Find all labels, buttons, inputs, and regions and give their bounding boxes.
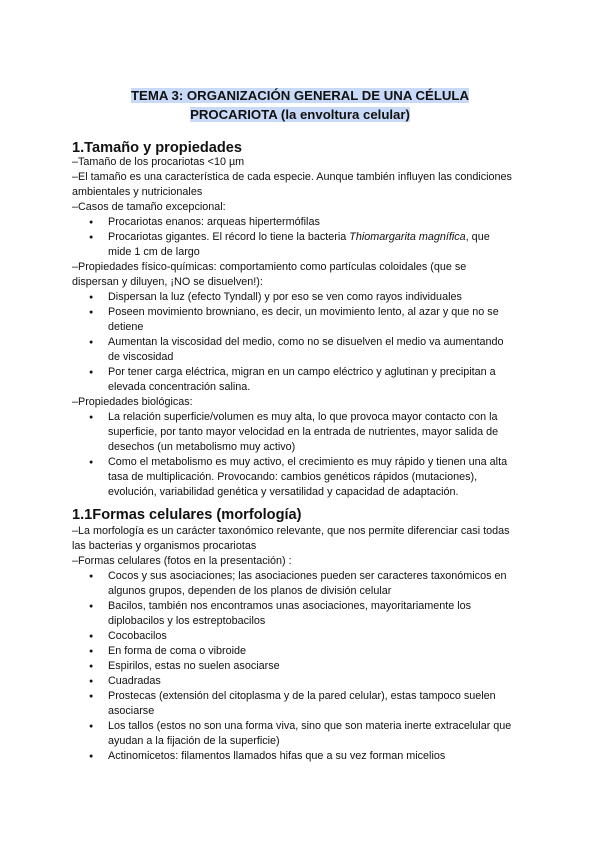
- paragraph-line: –El tamaño es una característica de cada especie. Aunque también influyen las condiciones: [72, 171, 512, 183]
- title-line-1: TEMA 3: ORGANIZACIÓN GENERAL DE UNA CÉLULA: [131, 88, 469, 103]
- list-item: ● Procariotas enanos: arqueas hipertermófilas: [72, 215, 532, 230]
- section-heading-size: 1.Tamaño y propiedades: [72, 140, 243, 156]
- list-item: ● En forma de coma o vibroide: [72, 644, 532, 659]
- section-shapes-body: [72, 524, 532, 764]
- list-item: ● La relación superficie/volumen es muy alta, lo que provoca mayor contacto con la superficie, por tanto mayor velocidad en la entrada de nutrientes, mayor salida de desechos (un metabolismo muy activo): [72, 410, 532, 455]
- document-title: [70, 86, 530, 124]
- paragraph-line: ambientales y nutricionales: [72, 186, 203, 198]
- section-size-body: [72, 155, 532, 500]
- list-item: ● Cocos y sus asociaciones; las asociaciones pueden ser caracteres taxonómicos en algunos grupos, dependen de los planos de división celular: [72, 569, 532, 599]
- paragraph-line: –Tamaño de los procariotas <10 µm: [72, 156, 245, 168]
- list-item: ● Dispersan la luz (efecto Tyndall) y por eso se ven como rayos individuales: [72, 290, 532, 305]
- section-heading-shapes: 1.1Formas celulares (morfología): [72, 507, 302, 523]
- list-item: ● Como el metabolismo es muy activo, el crecimiento es muy rápido y tienen una alta tasa de multiplicación. Provocando: cambios genéticos rápidos (mutaciones), evolución, variabilidad genética y versatilidad y capacidad de adaptación.: [72, 455, 532, 500]
- list-item: ● Poseen movimiento browniano, es decir, un movimiento lento, al azar y que no se detiene: [72, 305, 532, 335]
- list-item: ● Bacilos, también nos encontramos unas asociaciones, mayoritariamente los diplobacilos y los estreptobacilos: [72, 599, 532, 629]
- paragraph-line: –La morfología es un carácter taxonómico relevante, que nos permite diferenciar casi todas: [72, 525, 510, 537]
- list-item: ● Cuadradas: [72, 674, 532, 689]
- list-item: ● Los tallos (estos no son una forma viva, sino que son materia inerte extracelular que ayudan a la fijación de la superficie): [72, 719, 532, 749]
- list-item: ● Actinomicetos: filamentos llamados hifas que a su vez forman micelios: [72, 749, 532, 764]
- list-item: ● Espirilos, estas no suelen asociarse: [72, 659, 532, 674]
- paragraph-line: –Propiedades biológicas:: [72, 396, 193, 408]
- list-item: ● Procariotas gigantes. El récord lo tiene la bacteria Thiomargarita magnífica, que mide 1 cm de largo: [72, 230, 532, 260]
- paragraph-line: –Propiedades físico-químicas: comportamiento como partículas coloidales (que se: [72, 261, 467, 273]
- list-item: ● Prostecas (extensión del citoplasma y de la pared celular), estas tampoco suelen asociarse: [72, 689, 532, 719]
- list-item: ● Por tener carga eléctrica, migran en un campo eléctrico y aglutinan y precipitan a elevada concentración salina.: [72, 365, 532, 395]
- paragraph-line: las bacterias y organismos procariotas: [72, 540, 257, 552]
- list-item: ● Cocobacilos: [72, 629, 532, 644]
- species-name: Thiomargarita magnífica: [349, 231, 466, 243]
- title-line-2: PROCARIOTA (la envoltura celular): [190, 107, 410, 122]
- paragraph-line: –Formas celulares (fotos en la presentación) :: [72, 555, 292, 567]
- paragraph-line: dispersan y diluyen, ¡NO se disuelven!):: [72, 276, 263, 288]
- list-item: ● Aumentan la viscosidad del medio, como no se disuelven el medio va aumentando de viscosidad: [72, 335, 532, 365]
- paragraph-line: –Casos de tamaño excepcional:: [72, 201, 226, 213]
